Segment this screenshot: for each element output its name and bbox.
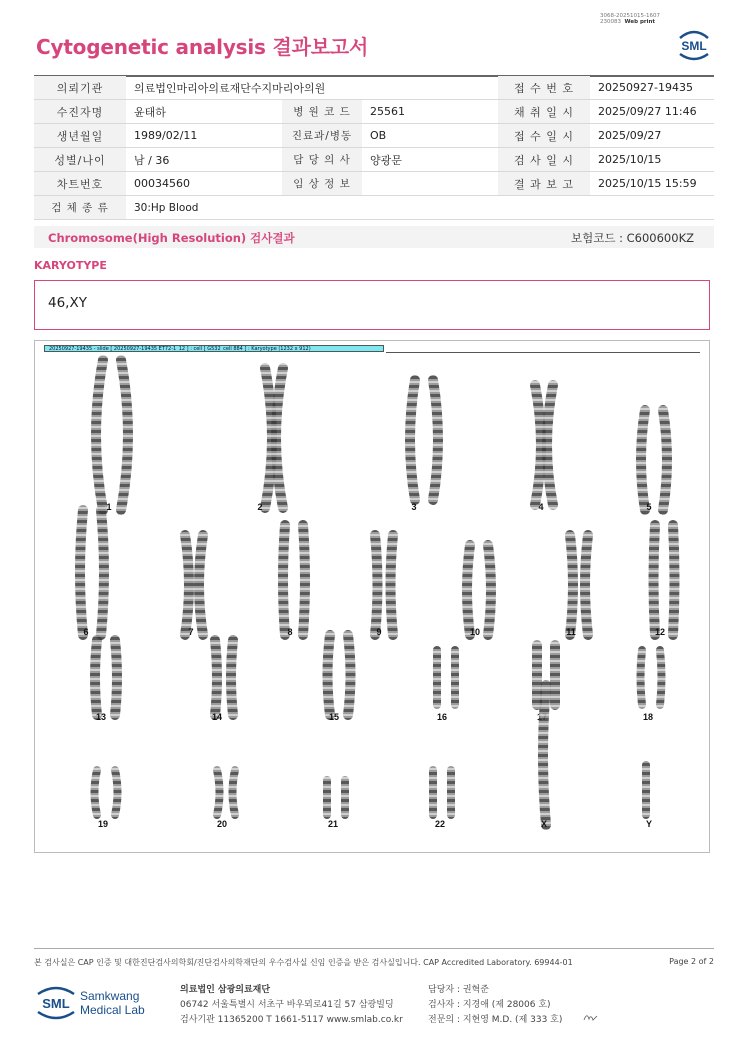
patient-name: 윤태하 xyxy=(126,100,282,124)
chart-number: 00034560 xyxy=(126,172,282,196)
svg-text:SML: SML xyxy=(681,39,707,53)
page-number: Page 2 of 2 xyxy=(669,957,714,966)
staff-in-charge: 담당자 : 권혁준 xyxy=(428,985,489,995)
label-specimen-type: 검 체 종 류 xyxy=(34,196,126,220)
staff-tester: 검사자 : 지경애 (제 28006 호) xyxy=(428,1000,551,1010)
footer-org: 의료법인 삼광의료재단 xyxy=(180,985,271,995)
report-title: Cytogenetic analysis 결과보고서 xyxy=(36,35,369,59)
department: OB xyxy=(362,124,498,148)
info-row xyxy=(34,124,714,148)
karyotype-result-box xyxy=(34,280,710,330)
signature xyxy=(582,1010,600,1024)
chromosome-20 xyxy=(217,770,220,815)
print-code: 3068-20251015-1607 230083 Web print xyxy=(600,13,660,25)
chromosome-label: 9 xyxy=(376,627,382,637)
karyotype-label: KARYOTYPE xyxy=(34,259,107,272)
collection-datetime: 2025/09/27 11:46 xyxy=(590,100,714,124)
label-clinical-info: 임 상 정 보 xyxy=(282,172,362,196)
karyogram-header: 20250927-19435 - slide [ 20250927-19435 ET72-1_12 ] : cell [ G532_cell 884 ] : Karyotype (1232 x 912) xyxy=(44,345,384,352)
info-row xyxy=(34,172,714,196)
patient-info-table xyxy=(34,76,714,220)
insurance-code: 보험코드 : C600600KZ xyxy=(571,231,694,245)
chromosome-X xyxy=(543,685,546,825)
chromosome-9 xyxy=(391,535,394,635)
chromosome-4 xyxy=(535,385,541,505)
chromosome-label: 2 xyxy=(257,502,263,512)
label-chart-number: 차트번호 xyxy=(34,172,126,196)
requesting-institution: 의료법인마리아의료재단수지마리아의원 xyxy=(126,76,498,100)
footer-rule xyxy=(34,948,714,949)
chromosome-label: 1 xyxy=(106,502,112,512)
label-birth-date: 생년월일 xyxy=(34,124,126,148)
receipt-number: 20250927-19435 xyxy=(590,76,714,100)
chromosome-1 xyxy=(96,360,103,510)
chromosome-15 xyxy=(328,635,331,715)
chromosome-8 xyxy=(283,525,285,635)
chromosome-label: 18 xyxy=(642,712,654,722)
chromosome-label: 7 xyxy=(188,627,194,637)
chromosome-13 xyxy=(115,640,117,715)
label-patient-name: 수진자명 xyxy=(34,100,126,124)
chromosome-5 xyxy=(641,410,645,510)
chromosome-12 xyxy=(654,525,656,635)
chromosome-label: 12 xyxy=(654,627,666,637)
info-row xyxy=(34,148,714,172)
label-receipt-number: 접 수 번 호 xyxy=(498,76,590,100)
svg-text:SML: SML xyxy=(42,996,70,1011)
chromosome-8 xyxy=(303,525,305,635)
chromosome-label: 15 xyxy=(328,712,340,722)
accreditation-note: 본 검사실은 CAP 인증 및 대한진단검사의학회/진단검사의학재단의 우수검사실 신임 인증을 받은 검사실입니다. CAP Accredited Laboratory. 69944-01 xyxy=(34,958,573,967)
chromosome-2 xyxy=(276,368,283,508)
section-title: Chromosome(High Resolution) 검사결과 xyxy=(48,231,295,245)
label-result-report: 결 과 보 고 xyxy=(498,172,590,196)
chromosome-1 xyxy=(121,360,128,510)
chromosome-label: 21 xyxy=(327,819,339,829)
specimen-type: 30:Hp Blood xyxy=(126,196,714,220)
chromosome-18 xyxy=(660,650,662,705)
footer-address: 06742 서울특별시 서초구 바우뫼로41길 57 삼광빌딩 xyxy=(180,1000,394,1010)
chromosome-18 xyxy=(641,650,643,705)
svg-text:Samkwang: Samkwang xyxy=(80,989,140,1003)
chromosome-label: 22 xyxy=(434,819,446,829)
chromosome-4 xyxy=(547,385,553,505)
chromosome-label: 20 xyxy=(216,819,228,829)
chromosome-5 xyxy=(663,410,667,510)
chromosome-6 xyxy=(101,510,104,635)
label-sex-age: 성별/나이 xyxy=(34,148,126,172)
chromosome-13 xyxy=(95,640,97,715)
chromosome-12 xyxy=(673,525,675,635)
label-department: 진료과/병동 xyxy=(282,124,362,148)
chromosome-10 xyxy=(488,545,491,635)
chromosome-10 xyxy=(467,545,470,635)
chromosome-14 xyxy=(231,640,233,715)
info-row xyxy=(34,76,714,100)
chromosome-6 xyxy=(80,510,83,635)
birth-date: 1989/02/11 xyxy=(126,124,282,148)
chromosome-14 xyxy=(215,640,217,715)
result-report: 2025/10/15 15:59 xyxy=(590,172,714,196)
chromosome-3 xyxy=(433,380,438,500)
chromosome-label: 16 xyxy=(436,712,448,722)
clinical-info xyxy=(362,172,498,196)
chromosome-label: 3 xyxy=(411,502,417,512)
label-collection-datetime: 채 취 일 시 xyxy=(498,100,590,124)
chromosome-label: Y xyxy=(645,819,653,829)
label-hospital-code: 병 원 코 드 xyxy=(282,100,362,124)
chromosome-label: 5 xyxy=(646,502,652,512)
chromosome-label: 17 xyxy=(536,712,548,722)
chromosome-7 xyxy=(199,535,203,635)
sex-age: 남 / 36 xyxy=(126,148,282,172)
chromosome-label: 8 xyxy=(287,627,293,637)
label-attending-doctor: 담 당 의 사 xyxy=(282,148,362,172)
chromosome-2 xyxy=(265,368,272,508)
test-date: 2025/10/15 xyxy=(590,148,714,172)
info-row xyxy=(34,100,714,124)
chromosome-19 xyxy=(95,770,98,815)
chromosome-label: 4 xyxy=(538,502,544,512)
chromosome-label: 6 xyxy=(83,627,89,637)
karyogram-image xyxy=(34,340,708,851)
chromosome-7 xyxy=(185,535,189,635)
footer-contact: 검사기관 11365200 T 1661-5117 www.smlab.co.kr xyxy=(180,1015,403,1025)
chromosome-label: 11 xyxy=(566,627,576,637)
samkwang-logo xyxy=(34,980,154,1025)
sml-logo xyxy=(674,24,714,64)
chromosome-label: 19 xyxy=(97,819,109,829)
info-row xyxy=(34,196,714,220)
chromosome-label: X xyxy=(540,819,548,829)
chromosome-9 xyxy=(375,535,378,635)
chromosome-3 xyxy=(410,380,415,500)
chromosome-20 xyxy=(233,770,236,815)
label-receipt-date: 접 수 일 시 xyxy=(498,124,590,148)
chromosome-19 xyxy=(115,770,118,815)
hospital-code: 25561 xyxy=(362,100,498,124)
label-test-date: 검 사 일 시 xyxy=(498,148,590,172)
chromosome-label: 10 xyxy=(469,627,481,637)
chromosome-label: 14 xyxy=(211,712,223,722)
svg-text:Medical Lab: Medical Lab xyxy=(80,1003,145,1017)
receipt-date: 2025/09/27 xyxy=(590,124,714,148)
chromosome-label: 13 xyxy=(95,712,107,722)
staff-specialist: 전문의 : 지현영 M.D. (제 333 호) xyxy=(428,1015,563,1025)
chromosome-11 xyxy=(570,535,573,635)
karyotype-result: 46,XY xyxy=(48,295,87,311)
attending-doctor: 양광문 xyxy=(362,148,498,172)
label-requesting-institution: 의뢰기관 xyxy=(34,76,126,100)
chromosome-11 xyxy=(585,535,588,635)
chromosome-15 xyxy=(348,635,351,715)
